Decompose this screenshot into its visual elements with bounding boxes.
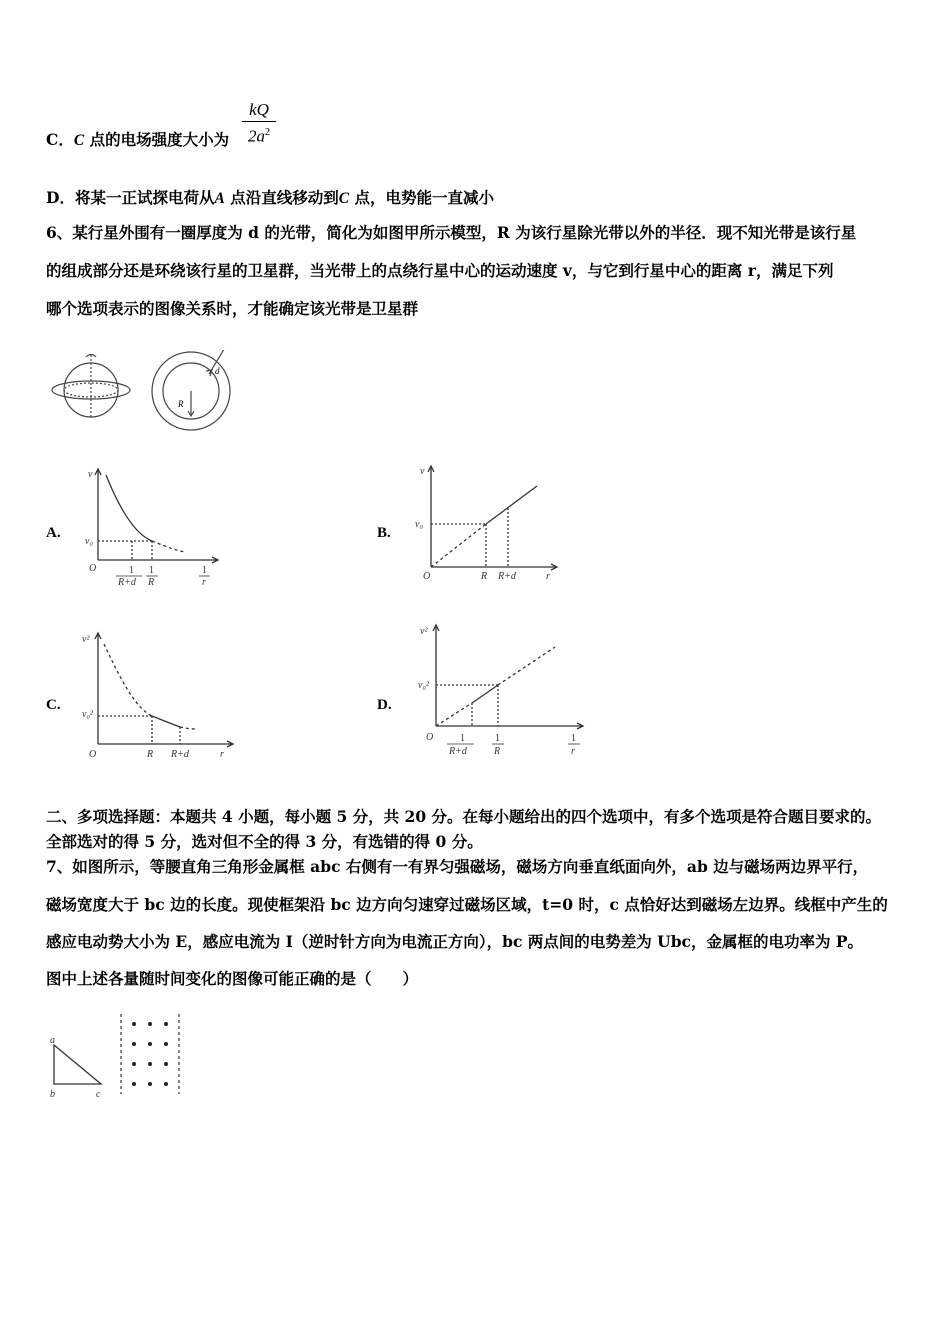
option-a-label: A. — [46, 525, 61, 541]
option-c-label: C． — [46, 130, 74, 149]
graph-c-origin: O — [89, 749, 97, 760]
graph-b-x2: R+d — [498, 571, 516, 582]
graph-a-x-bot: r — [202, 577, 206, 588]
triangle-frame — [54, 1045, 101, 1084]
graph-a-x1-top: 1 — [129, 565, 134, 576]
graph-c-x1: R — [147, 749, 154, 760]
ring-label-R: R — [178, 399, 184, 409]
fraction-kq — [242, 100, 276, 147]
field-dots — [132, 1022, 168, 1086]
graph-b-y-axis: v — [420, 466, 425, 477]
graph-d-x-top: 1 — [571, 733, 576, 744]
option-b-label: B. — [377, 525, 391, 541]
ring-label-d: d — [215, 366, 220, 376]
graph-d-x1-bot: R+d — [449, 746, 467, 757]
option-c — [46, 128, 229, 150]
graph-a-y-axis: v — [88, 469, 93, 480]
graph-b-origin: O — [423, 571, 431, 582]
option-c-text: 点的电场强度大小为 — [84, 130, 230, 149]
graph-a-x-top: 1 — [202, 565, 207, 576]
triangle-field-figure — [46, 1012, 191, 1104]
ring-cross-section — [152, 350, 230, 430]
option-d-mid: 点沿直线移动到 — [224, 188, 339, 207]
fraction-bar — [242, 121, 276, 122]
graph-b-x-axis: r — [546, 571, 550, 582]
graph-c — [80, 628, 235, 763]
graph-d-y-axis: v² — [420, 626, 428, 637]
graph-c-y-axis: v² — [82, 634, 90, 645]
planet-ring-figure — [46, 350, 246, 432]
graph-c-x2: R+d — [171, 749, 189, 760]
graph-c-y0: v₀² — [82, 709, 93, 720]
graph-d-y0: v₀² — [418, 680, 429, 691]
triangle-label-a: a — [50, 1035, 55, 1046]
option-d-graph-label: D. — [377, 697, 392, 713]
graph-a — [82, 465, 222, 590]
graph-d-x-bot: r — [571, 746, 575, 757]
fraction-numerator: kQ — [249, 100, 269, 119]
section2-line-2: 全部选对的得 5 分，选对但不全的得 3 分，有选错的得 0 分。 — [46, 832, 483, 851]
option-d-var-a: A — [214, 190, 225, 207]
graph-b — [410, 462, 560, 587]
planet-sphere — [52, 355, 130, 419]
option-c-graph-label: C. — [46, 697, 61, 713]
q6-line-2: 的组成部分还是环绕该行星的卫星群，当光带上的点绕行星中心的运动速度 v，与它到行星中心的距离 r，满足下列 — [46, 261, 834, 280]
graph-d-x2-bot: R — [494, 746, 501, 757]
option-d-tail: 点，电势能一直减小 — [349, 188, 494, 207]
option-c-var: C — [73, 132, 85, 149]
option-d-label: D．将某一正试探电荷从 — [46, 188, 215, 207]
graph-d — [410, 620, 585, 762]
triangle-label-c: c — [96, 1089, 101, 1100]
q6-line-3: 哪个选项表示的图像关系时，才能确定该光带是卫星群 — [46, 299, 419, 318]
q7-line-2: 磁场宽度大于 bc 边的长度。现使框架沿 bc 边方向匀速穿过磁场区域，t=0 时，c 点恰好达到磁场左边界。线框中产生的 — [46, 895, 888, 914]
graph-a-x1-bot: R+d — [118, 577, 136, 588]
q6-line-1: 6、某行星外围有一圈厚度为 d 的光带，简化为如图甲所示模型，R 为该行星除光带以外的半径．现不知光带是该行星 — [46, 223, 857, 242]
option-d-var-c: C — [338, 190, 350, 207]
graph-b-x1: R — [481, 571, 488, 582]
graph-a-origin: O — [89, 563, 97, 574]
graph-d-origin: O — [426, 732, 434, 743]
q7-line-3: 感应电动势大小为 E，感应电流为 I（逆时针方向为电流正方向），bc 两点间的电势差为 Ubc，金属框的电功率为 P。 — [46, 932, 864, 951]
section2-line-1: 二、多项选择题：本题共 4 小题，每小题 5 分，共 20 分。在每小题给出的四个选项中，有多个选项是符合题目要求的。 — [46, 807, 882, 826]
graph-a-x2-bot: R — [148, 577, 155, 588]
graph-d-x2-top: 1 — [495, 733, 500, 744]
graph-a-x2-top: 1 — [149, 565, 154, 576]
triangle-label-b: b — [50, 1089, 55, 1100]
graph-d-x1-top: 1 — [460, 733, 465, 744]
graph-c-x-axis: r — [220, 749, 224, 760]
q7-line-4: 图中上述各量随时间变化的图像可能正确的是（ ） — [46, 969, 419, 988]
q7-line-1: 7、如图所示，等腰直角三角形金属框 abc 右侧有一有界匀强磁场，磁场方向垂直纸面向外，ab 边与磁场两边界平行， — [46, 857, 869, 876]
graph-b-y0: v₀ — [415, 519, 423, 530]
option-d — [46, 186, 494, 208]
fraction-denominator: $2a^2$ — [248, 126, 270, 146]
graph-a-y0: v₀ — [85, 536, 93, 547]
